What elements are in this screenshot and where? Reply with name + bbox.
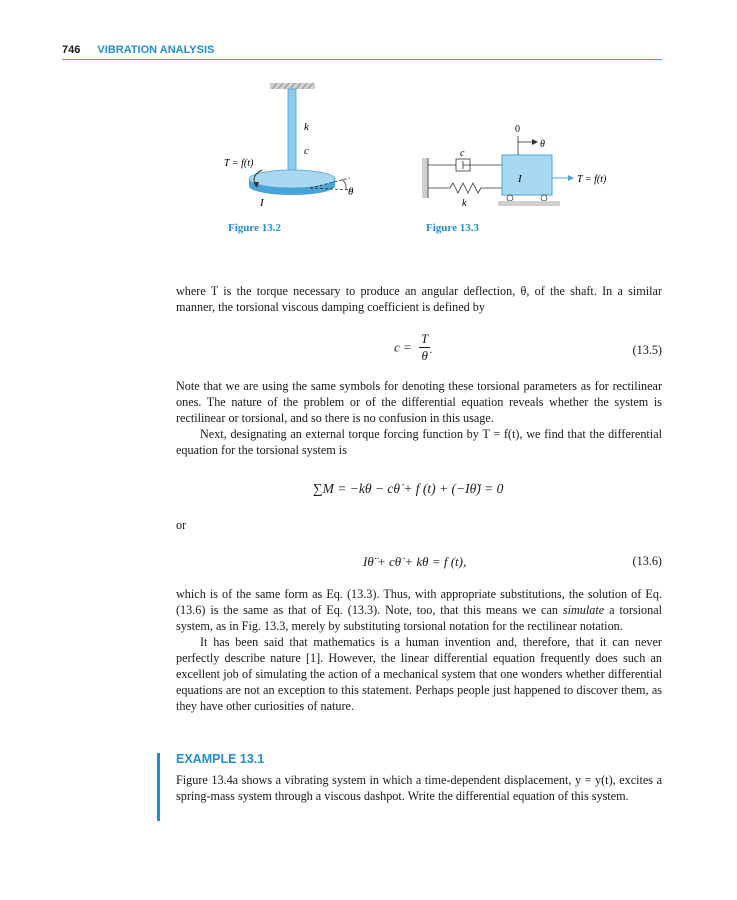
example-sidebar-rule — [157, 753, 160, 821]
figure-13-2-caption: Figure 13.2 — [228, 222, 281, 234]
figure-13-3-caption: Figure 13.3 — [426, 222, 479, 234]
fraction-numerator: T — [421, 331, 429, 346]
spring — [428, 183, 502, 193]
mass-block — [502, 155, 552, 195]
page-number: 746 — [62, 44, 81, 56]
or-text: or — [176, 518, 187, 532]
page-header — [62, 44, 662, 60]
fraction-denominator: θ̇ — [421, 348, 428, 363]
paragraph-1: where T is the torque necessary to produce an angular deflection, θ, of the shaft. In a similar manner, the torsional viscous damping coefficient is defined by — [176, 284, 662, 314]
equation-13-5: c = $\frac{T}{\thetȧ}$ — [394, 331, 429, 363]
label-c: c — [460, 148, 465, 159]
equation-13-6-number: (13.6) — [632, 554, 662, 568]
chapter-title: VIBRATION ANALYSIS — [97, 44, 215, 56]
label-theta: θ — [348, 186, 354, 198]
label-c: c — [304, 145, 309, 157]
paragraph-4: which is of the same form as Eq. (13.3). Thus, with appropriate substitutions, the solution of Eq. (13.6) is the same as that of Eq. (13.3). Note, too, that this means we can simulate a torsional system, as in Fig. 13.3, merely by substituting torsional notation for the rectilinear notation. It has been said that mathematics is a human invention and, therefore, that it can never perfectly describe nature [1]. However, the linear differential equation frequently does such an excellent job of simulating the action of a mechanical system that one wonders whether differential equations are not an exception to this statement. Perhaps people just happened to discover them, as they have other curiosities of nature. — [176, 587, 663, 713]
label-theta: θ — [540, 139, 545, 150]
emphasis-simulate: simulate — [562, 603, 605, 617]
label-torque: T = f(t) — [577, 174, 607, 185]
floor — [498, 201, 560, 206]
label-k: k — [304, 121, 309, 133]
label-inertia: I — [518, 173, 522, 185]
shaft — [288, 89, 296, 181]
label-torque: T = f(t) — [224, 158, 254, 169]
label-k: k — [462, 198, 467, 209]
example-title: EXAMPLE 13.1 — [176, 752, 265, 766]
figure-13-3 — [420, 120, 630, 215]
equation-13-6: Iθ̈ + cθ̇ + kθ = f (t), — [363, 554, 467, 569]
example-text: Figure 13.4a shows a vibrating system in which a time-dependent displacement, y = y(t), excites a spring-mass system through a viscous dashpot. Write the differential equation of this system. — [176, 773, 662, 803]
paragraph-3: Next, designating an external torque forcing function by T = f(t), we find that the differential equation for the torsional system is — [176, 427, 662, 457]
equation-sum-moments: ∑M = −kθ − cθ̇ + f (t) + (−Iθ̈) = 0 — [313, 481, 504, 496]
label-zero: 0 — [515, 124, 520, 135]
wall — [422, 158, 428, 198]
paragraph-2: Note that we are using the same symbols for denoting these torsional parameters as for rectilinear ones. The nature of the problem or of the differential equation reveals whether the system is rectilinear or torsional, and so there is no confusion in this usage. Next, designating an external torque forcing function by T = f(t), we find that the differential equation for the torsional system is — [176, 379, 662, 457]
paragraph-5: It has been said that mathematics is a human invention and, therefore, that it can never perfectly describe nature [1]. However, the linear differential equation frequently does such an excellent job of simulating the action of a mechanical system that one wonders whether differential equations are not an exception to this statement. Perhaps people just happened to discover them, as they have other curiosities of nature. — [176, 635, 662, 713]
force-arrow — [568, 175, 574, 181]
figure-13-2 — [210, 78, 380, 213]
label-inertia: I — [260, 197, 264, 209]
equation-13-5-number: (13.5) — [632, 343, 662, 357]
